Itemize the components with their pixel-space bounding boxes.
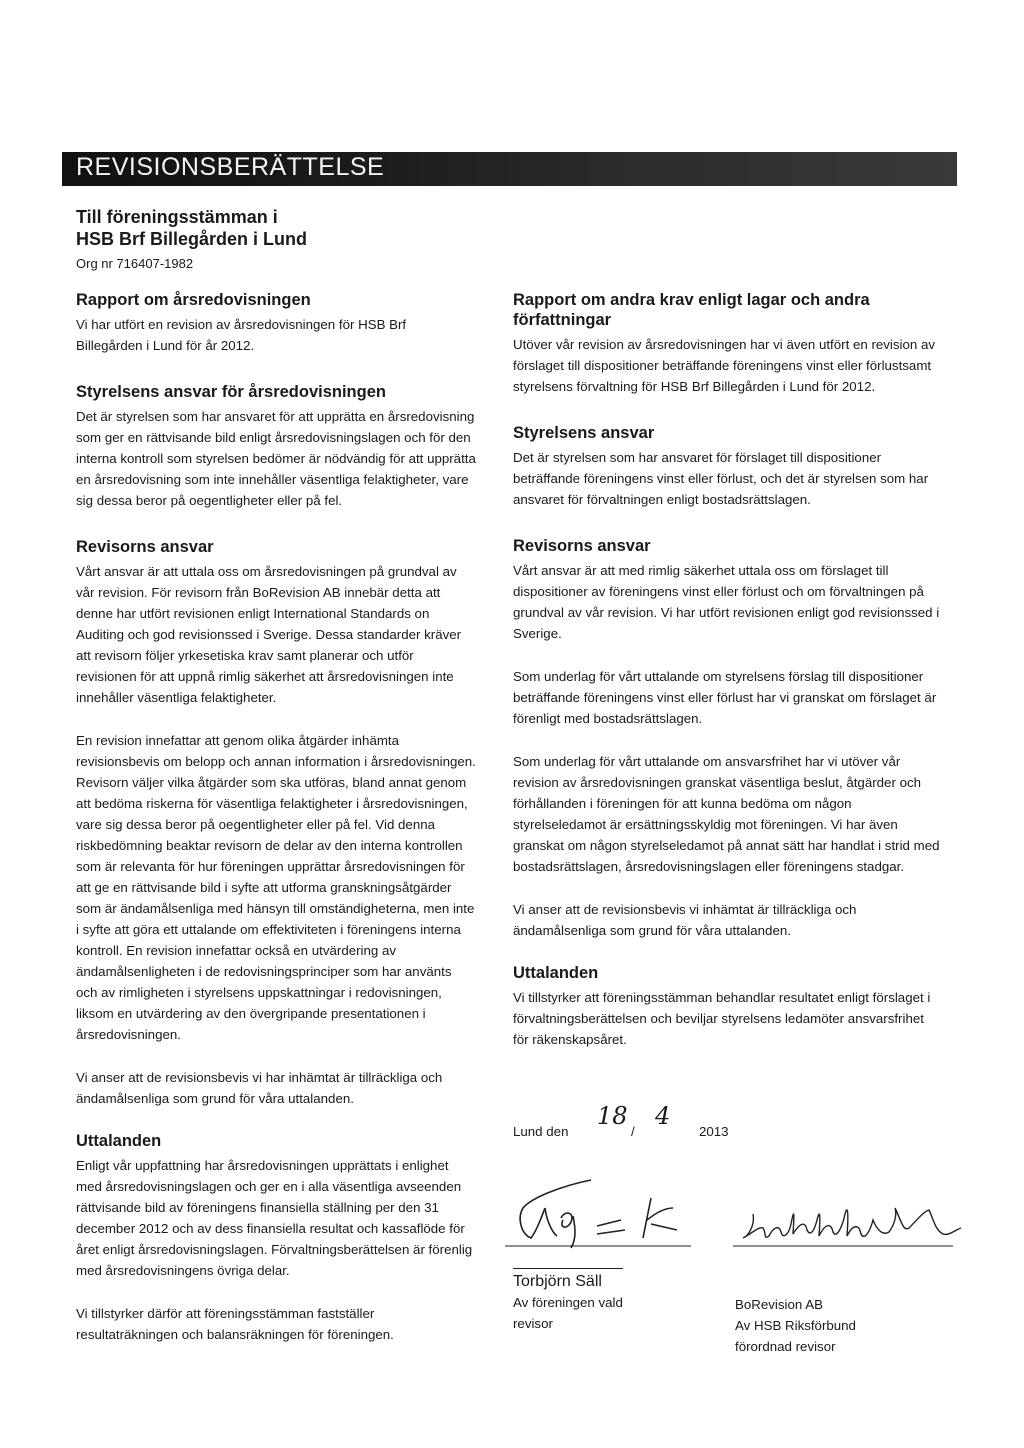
signer-2-role-line-2: förordnad revisor: [735, 1339, 836, 1354]
signer-2-role-line-1: Av HSB Riksförbund: [735, 1318, 856, 1333]
signature-area: [513, 1104, 973, 1364]
paragraph: Vi tillstyrker att föreningsstämman behandlar resultatet enligt förslaget i förvaltningsberättelsen och beviljar styrelsens ledamöter ansvarsfrihet för räkenskapsåret.: [513, 990, 931, 1047]
signer-1-name: Torbjörn Säll: [513, 1268, 623, 1292]
section-heading-uttalanden: Uttalanden: [76, 1132, 162, 1150]
paragraph: Vårt ansvar är att uttala oss om årsredovisningen på grundval av vår revision. För revisorn från BoRevision AB innebär detta att denne har utfört revisionen enligt International Standards on Auditing och god revisionssed i Sverige. Dessa standarder kräver att revisorn följer yrkesetiska krav samt planerar och utför revisionen för att uppnå rimlig säkerhet att årsredovisningen inte innehåller väsentliga felaktigheter.: [76, 564, 462, 705]
signer-1-role-line-2: revisor: [513, 1316, 553, 1331]
signer-1: [513, 1268, 623, 1334]
section-heading-uttalanden: Uttalanden: [513, 964, 599, 982]
paragraph: Vårt ansvar är att med rimlig säkerhet uttala oss om förslaget till dispositioner av föreningens vinst eller förlust och om förvaltningen på grundval av vår revision. Vi har utfört revisionen enligt god revisionssed i Sverige.: [513, 563, 940, 641]
paragraph: Det är styrelsen som har ansvaret för förslaget till dispositioner beträffande föreningens vinst eller förlust, och det är styrelsen som har ansvaret för förvaltningen enligt bostadsrättslagen.: [513, 450, 929, 507]
section-heading-styrelsens-ansvar: Styrelsens ansvar för årsredovisningen: [76, 383, 386, 401]
addressee-line-2: HSB Brf Billegården i Lund: [76, 229, 308, 249]
date-year: 2013: [699, 1124, 729, 1139]
paragraph: Vi tillstyrker därför att föreningsstämman fastställer resultaträkningen och balansräkningen för föreningen.: [76, 1306, 394, 1342]
section-heading-styrelsens-ansvar: Styrelsens ansvar: [513, 424, 655, 442]
paragraph: Som underlag för vårt uttalande om ansvarsfrihet har vi utöver vår revision av årsredovisningen granskat väsentliga beslut, åtgärder och förhållanden i föreningen för att kunna bedöma om någon styrelseledamot är ersättningsskyldig mot föreningen. Vi har även granskat om någon styrelseledamot på annat sätt har handlat i strid med bostadsrättslagen, årsredovisningslagen eller föreningens stadgar.: [513, 754, 940, 874]
document-title: REVISIONSBERÄTTELSE: [76, 153, 385, 181]
date-month: 4: [655, 1102, 671, 1130]
section-heading-revisorns-ansvar: Revisorns ansvar: [513, 537, 651, 555]
paragraph: Enligt vår uppfattning har årsredovisningen upprättats i enlighet med årsredovisningslagen och ger en i alla väsentliga avseenden rättvisande bild av föreningens finansiella ställning per den 31 december 2012 och av dess finansiella resultat och kassaflöde för året enligt årsredovisningslagen. Förvaltningsberättelsen är förenlig med årsredovisningens övriga delar.: [76, 1158, 473, 1278]
section-heading-rapport: Rapport om årsredovisningen: [76, 291, 311, 309]
date-place: Lund den: [513, 1124, 569, 1139]
signature-borevision: [733, 1184, 973, 1264]
title-banner: [62, 152, 957, 186]
paragraph: Vi har utfört en revision av årsredovisningen för HSB Brf Billegården i Lund för år 2012.: [76, 317, 407, 353]
signer-2-company: BoRevision AB: [735, 1297, 823, 1312]
section-heading-andra-krav: Rapport om andra krav enligt lagar och andra författningar: [513, 291, 870, 329]
paragraph: Utöver vår revision av årsredovisningen har vi även utfört en revision av förslaget till dispositioner beträffande föreningens vinst eller förlustsamt styrelsens förvaltning för HSB Brf Billegården i Lund för 2012.: [513, 337, 936, 394]
signer-1-role-line-1: Av föreningen vald: [513, 1295, 623, 1310]
left-column: [76, 290, 476, 1345]
signature-torbjorn-sall: [501, 1168, 701, 1268]
date-line: [513, 1102, 729, 1139]
addressee-block: [76, 206, 476, 271]
date-day: 18: [597, 1102, 628, 1130]
paragraph: En revision innefattar att genom olika åtgärder inhämta revisionsbevis om belopp och annan information i årsredovisningen. Revisorn väljer vilka åtgärder som ska utföras, bland annat genom att bedöma riskerna för väsentliga felaktigheter i årsredovisningen, vare sig dessa beror på oegentligheter eller på fel. Vid denna riskbedömning beaktar revisorn de delar av den interna kontrollen som är relevanta för hur föreningen upprättar årsredovisningen för att ge en rättvisande bild i syfte att utforma granskningsåtgärder som är ändamålsenliga med hänsyn till omständigheterna, men inte i syfte att göra ett uttalande om effektiviteten i föreningens interna kontroll. En revision innefattar också en utvärdering av ändamålsenligheten i de redovisningsprinciper som har använts och av rimligheten i styrelsens uppskattningar i redovisningen, liksom en utvärdering av den övergripande presentationen i årsredovisningen.: [76, 733, 476, 1042]
right-column: [513, 290, 943, 1050]
addressee-line-1: Till föreningsstämman i: [76, 207, 278, 227]
paragraph: Vi anser att de revisionsbevis vi har inhämtat är tillräckliga och ändamålsenliga som grund för våra uttalanden.: [76, 1070, 443, 1106]
paragraph: Det är styrelsen som har ansvaret för att upprätta en årsredovisning som ger en rättvisande bild enligt årsredovisningslagen och för den interna kontroll som styrelsen bedömer är nödvändig för att upprätta en årsredovisning som inte innehåller väsentliga felaktigheter, vare sig dessa beror på oegentligheter eller på fel.: [76, 409, 476, 508]
org-number: Org nr 716407-1982: [76, 256, 194, 271]
signer-2: [735, 1294, 856, 1357]
paragraph: Som underlag för vårt uttalande om styrelsens förslag till dispositioner beträffande föreningens vinst eller förlust har vi granskat om förslaget är förenligt med bostadsrättslagen.: [513, 669, 937, 726]
section-heading-revisorns-ansvar: Revisorns ansvar: [76, 538, 214, 556]
date-separator: /: [631, 1124, 635, 1139]
paragraph: Vi anser att de revisionsbevis vi inhämtat är tillräckliga och ändamålsenliga som grund för våra uttalanden.: [513, 902, 857, 938]
